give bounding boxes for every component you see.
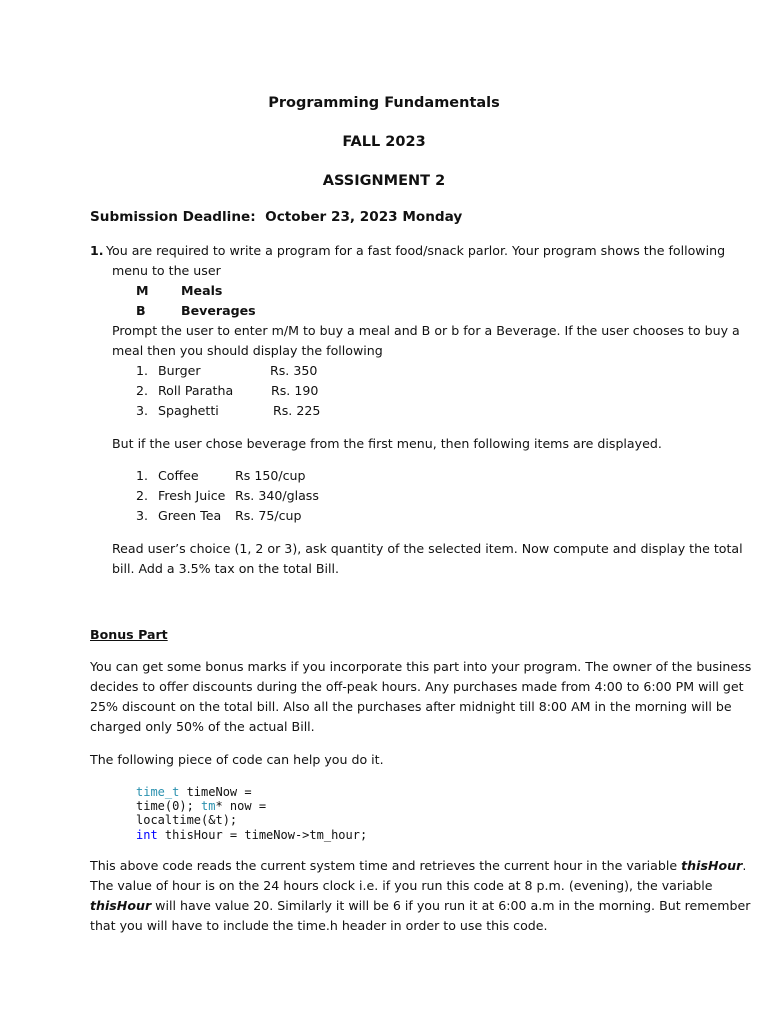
variable-name: thisHour	[90, 898, 152, 913]
read-choice-line1: Read user’s choice (1, 2 or 3), ask quantity of the selected item. Now compute and display the total	[112, 541, 743, 556]
explain-text: will have value 20. Similarly it will be 6 if you run it at 6:00 a.m in the morning. But remember	[151, 898, 751, 913]
code-text: time(0);	[136, 799, 202, 814]
explain-line2: The value of hour is on the 24 hours clock i.e. if you run this code at 8 p.m. (evening), the variable	[90, 878, 713, 893]
submission-deadline	[90, 209, 462, 225]
assignment-title: ASSIGNMENT 2	[322, 173, 446, 189]
prompt-line2: meal then you should display the following	[112, 343, 383, 358]
meal-number: 2.	[136, 383, 149, 398]
code-keyword-token: int	[136, 827, 158, 842]
beverage-name: Fresh Juice	[158, 488, 226, 503]
meal-name: Spaghetti	[158, 403, 219, 418]
meal-price: Rs. 225	[273, 403, 321, 418]
beverage-name: Green Tea	[158, 508, 222, 523]
question-number: 1.	[90, 243, 104, 258]
beverage-name: Coffee	[158, 468, 199, 483]
beverage-number: 1.	[136, 468, 149, 483]
read-choice-line2: bill. Add a 3.5% tax on the total Bill.	[112, 561, 340, 576]
code-intro: The following piece of code can help you do it.	[90, 752, 384, 767]
explain-text: This above code reads the current system time and retrieves the current hour in the variable	[90, 858, 682, 873]
meal-price: Rs. 350	[270, 363, 318, 378]
explain-line1	[90, 858, 746, 873]
menu-label-meals: Meals	[181, 283, 223, 298]
code-text: thisHour = timeNow->tm_hour;	[157, 827, 368, 842]
deadline-label: Submission Deadline:	[90, 209, 256, 225]
beverage-price: Rs. 340/glass	[235, 488, 319, 503]
bonus-heading: Bonus Part	[90, 627, 168, 642]
course-title: Programming Fundamentals	[268, 95, 500, 111]
code-text: * now =	[215, 799, 267, 814]
explain-line4: that you will have to include the time.h header in order to use this code.	[90, 918, 548, 933]
question-intro-line1: You are required to write a program for a fast food/snack parlor. Your program shows the following	[106, 243, 726, 258]
beverage-price: Rs. 75/cup	[235, 508, 302, 523]
bonus-paragraph-line: decides to offer discounts during the off-peak hours. Any purchases made from 4:00 to 6:00 PM will get	[90, 679, 744, 694]
beverage-number: 2.	[136, 488, 149, 503]
variable-name: thisHour	[681, 858, 743, 873]
code-text: timeNow =	[179, 785, 252, 799]
menu-label-beverages: Beverages	[181, 303, 256, 318]
deadline-value: October 23, 2023 Monday	[265, 209, 463, 225]
explain-text: .	[742, 858, 747, 873]
menu-key-beverages: B	[136, 303, 146, 318]
code-type-token: tm	[201, 799, 216, 814]
question-intro-line2: menu to the user	[112, 263, 221, 278]
code-type-token: time_t	[136, 785, 180, 799]
explain-line3	[90, 898, 750, 913]
meal-price: Rs. 190	[271, 383, 319, 398]
menu-key-meals: M	[136, 283, 149, 298]
beverage-intro: But if the user chose beverage from the first menu, then following items are displayed.	[112, 436, 662, 451]
bonus-paragraph-line: charged only 50% of the actual Bill.	[90, 719, 315, 734]
bonus-paragraph-line: 25% discount on the total bill. Also all the purchases after midnight till 8:00 AM in the morning will be	[90, 699, 732, 714]
prompt-line1: Prompt the user to enter m/M to buy a meal and B or b for a Beverage. If the user chooses to buy a	[112, 323, 740, 338]
bonus-paragraph-line: You can get some bonus marks if you incorporate this part into your program. The owner of the business	[90, 659, 752, 674]
meal-name: Roll Paratha	[158, 383, 234, 398]
code-block	[136, 785, 367, 842]
term-title: FALL 2023	[342, 134, 426, 150]
beverage-price: Rs 150/cup	[235, 468, 306, 483]
meal-number: 1.	[136, 363, 149, 378]
meal-number: 3.	[136, 403, 149, 418]
beverage-number: 3.	[136, 508, 149, 523]
code-text: localtime(&t);	[136, 813, 238, 828]
meal-name: Burger	[158, 363, 201, 378]
